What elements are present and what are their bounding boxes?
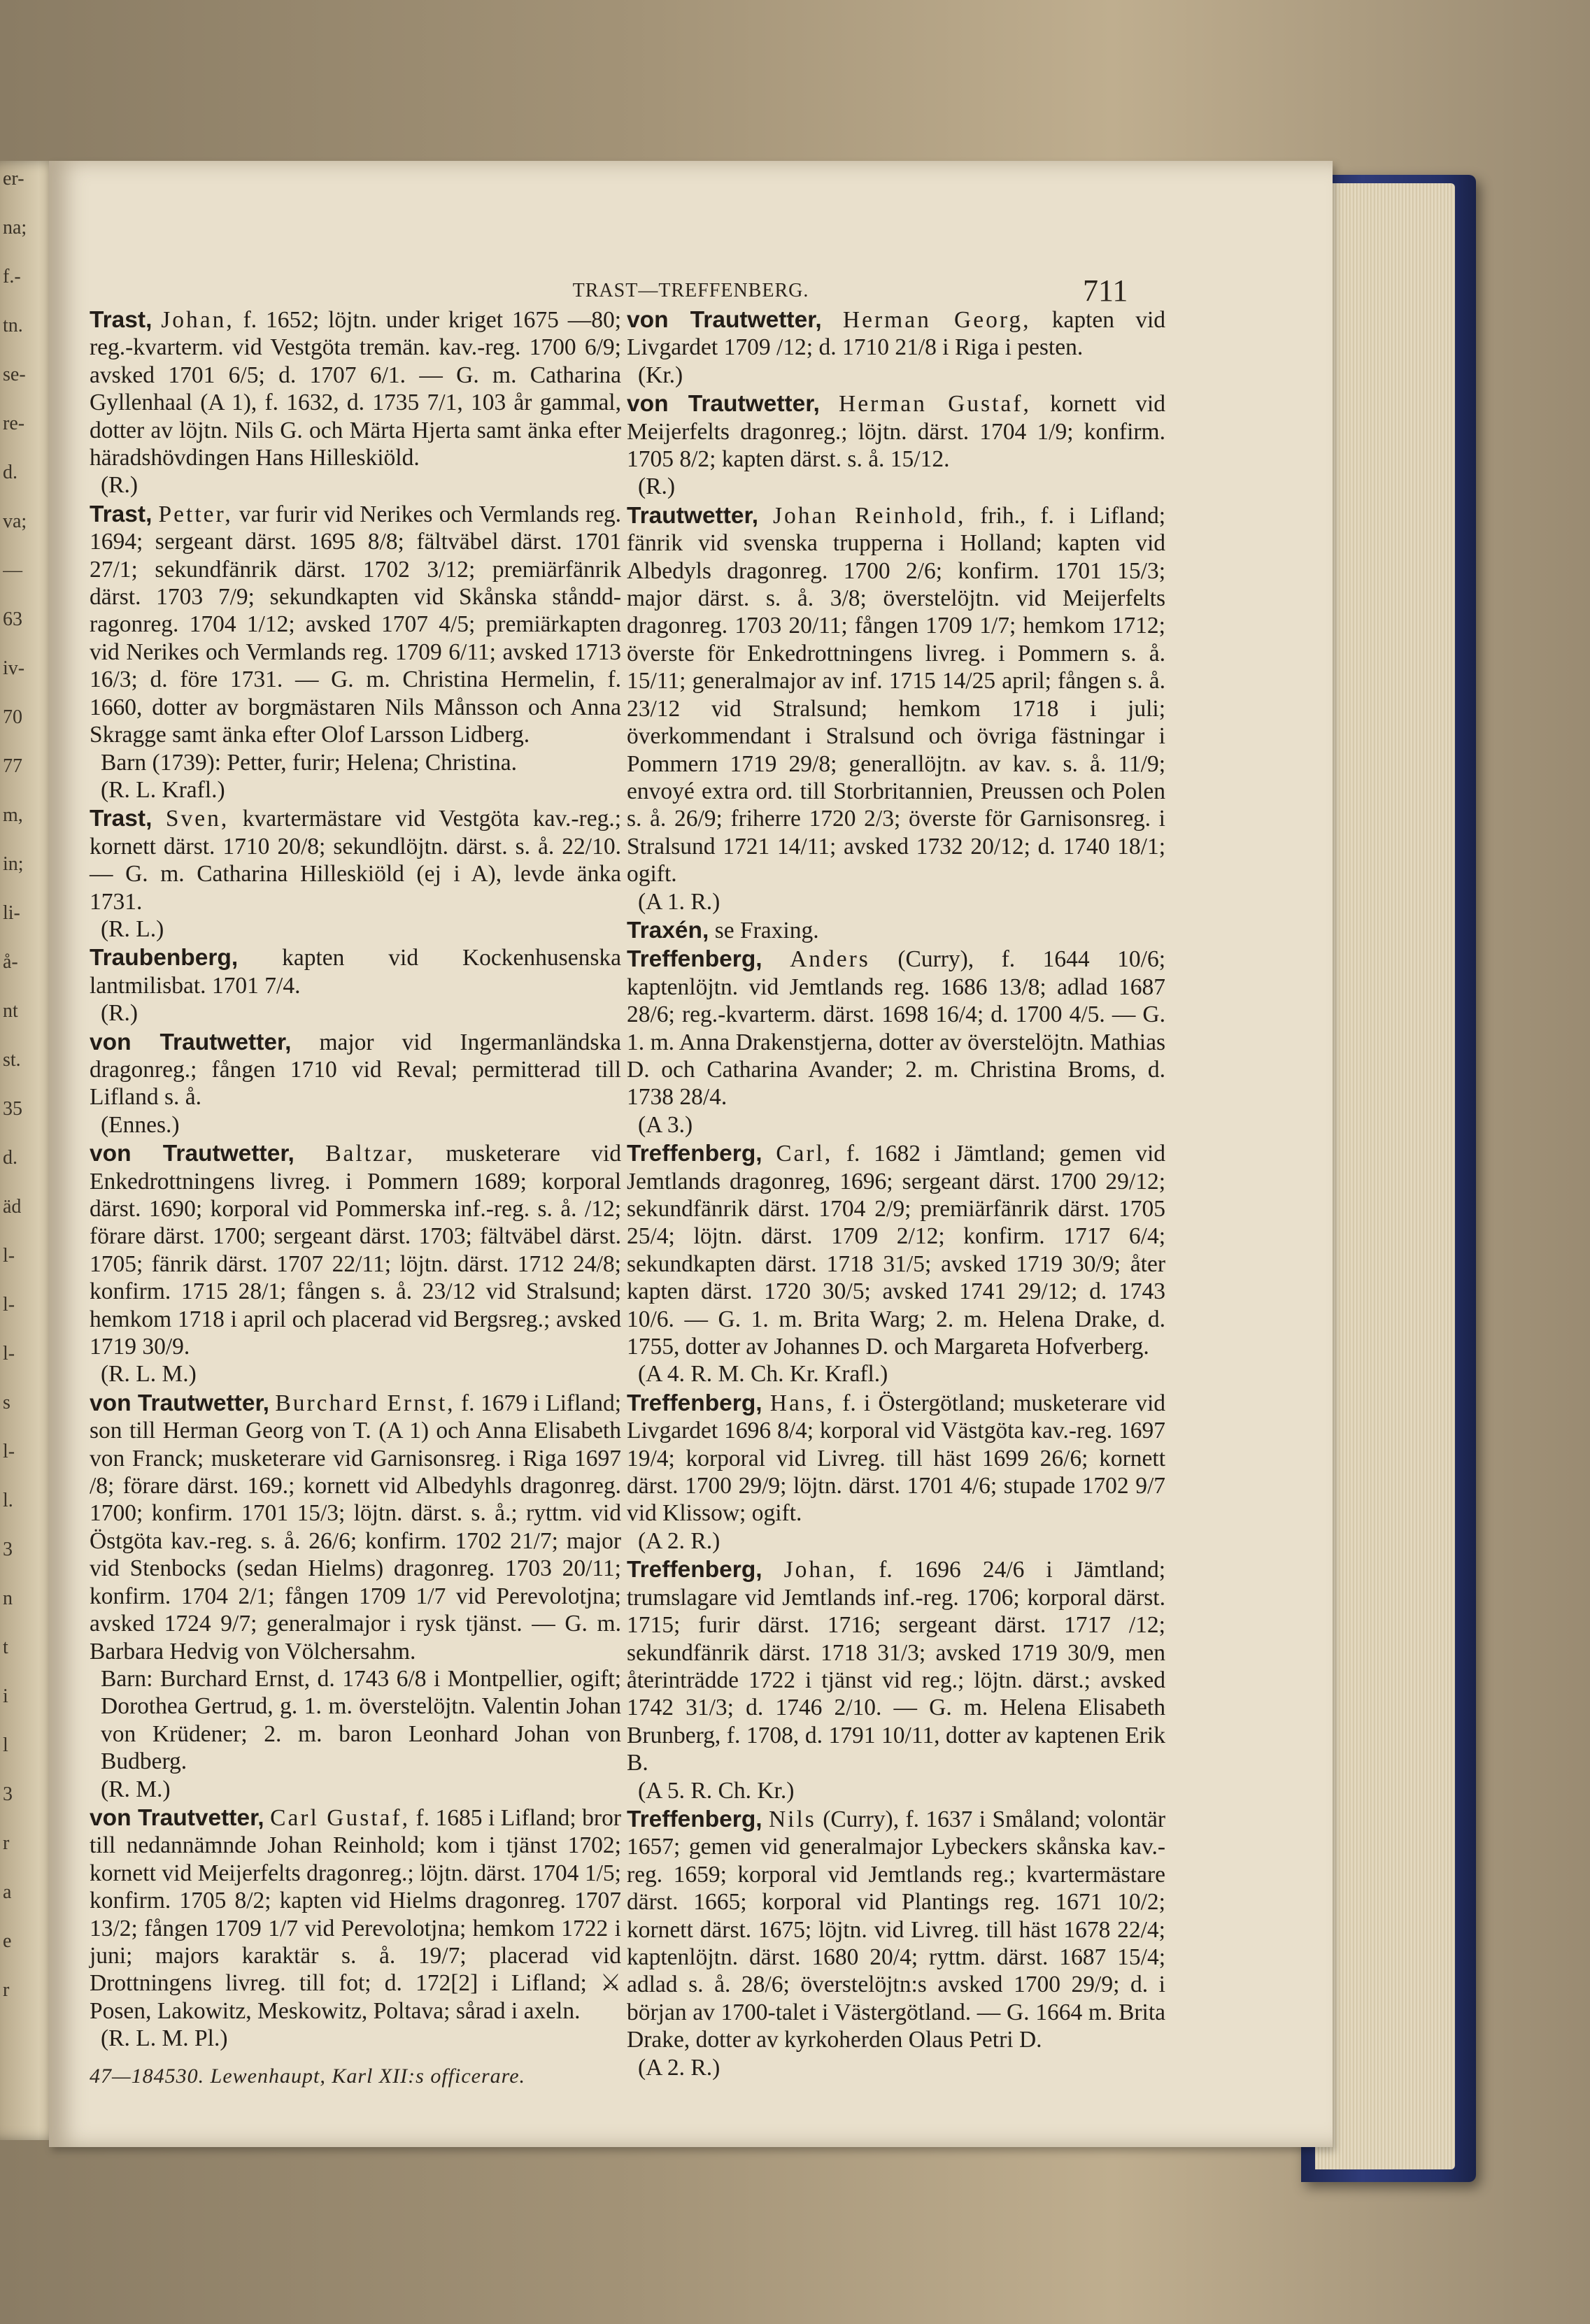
entry-given-name: Hans, [769,1390,835,1416]
entry-surname: Traubenberg, [90,945,239,971]
entry-body: f. 1652; löjtn. under kriget 1675 —80; reg.-kvarterm. vid Vestgöta tremän. kav.-reg. 1700 6/9; avsked 1701 6/5; d. 1707 6/1. — G. m. Catharina Gyllenhaal (A 1), f. 1632, d. 1735 7/1, 103 år gammal, dotter av löjtn. Nils G. och Märta Hjerta samt änka efter häradshövdingen Hans Hilleskiöld. [90,307,622,471]
entry-body: kapten vid Livgardet 1709 /12; d. 1710 21/8 i Riga i pesten. [627,307,1165,361]
running-head: TRAST—TREFFENBERG. [572,280,809,301]
facing-page-fragment: å- [3,951,18,973]
entry-surname: Traxén, [627,917,709,943]
entry-children: Barn: Burchard Ernst, d. 1743 6/8 i Montpellier, ogift; Dorothea Gertrud, g. 1. m. överstelöjtn. Valentin Johan von Krüdener; 2. m. baron Leonhard Johan von Budberg. [101,1665,621,1775]
entry-surname: Trautwetter, [627,502,759,529]
entry-source: (A 1. R.) [638,888,721,915]
right-column [627,306,1165,2083]
entry-surname: von Trautwetter, [90,1029,292,1055]
entry-body: f. 1679 i Lifland; son till Herman Georg von T. (A 1) och Anna Elisabeth von Franck; musketerare vid Garnisonsreg. i Riga 1697 /8; förare därst. 169.; kornett vid Albedyhls dragonreg. 1700; konfirm. 1701 15/3; löjtn. därst. s. å.; ryttm. vid Östgöta kav.-reg. s. å. 26/6; konfirm. 1702 21/7; major vid Stenbocks (sedan Hielms) dragonreg. 1703 20/11; konfirm. 1704 2/1; fången 1709 1/7 vid Perevolotjna; avsked 1724 9/7; generalmajor i rysk tjänst. — G. m. Barbara Hedvig von Völchersahm. [90,1390,622,1664]
entry-surname: von Trautwetter, [627,391,820,418]
page-footer: 47—184530. Lewenhaupt, Karl XII:s officerare. [90,2065,526,2088]
entry-left-7 [90,1804,621,2053]
entry-left-4 [90,1029,621,1139]
entry-right-5 [627,1140,1165,1388]
facing-page-fragment: na; [3,217,27,238]
entry-source: (A 2. R.) [638,2054,721,2081]
entry-given-name: Herman Gustaf, [839,391,1031,418]
entry-body: major vid Ingermanländska dragonreg.; fången 1710 vid Reval; permitterad till Lifland s. å. [90,1029,622,1111]
entry-body: (Curry), f. 1637 i Småland; volontär 1657; gemen vid generalmajor Lybeckers skånska kav.-reg. 1659; korporal vid Jemtlands reg.; kvartermästare därst. 1665; korporal vid Plantings reg. 1671 10/2; kornett därst. 1675; löjtn. vid Livreg. till häst 1678 22/4; kaptenlöjtn. därst. 1680 20/4; ryttm. därst. 1687 15/4; adlad s. å. 28/6; överstelöjtn:s avsked 1700 29/9; d. i början av 1700-talet i Västergötland. — G. 1664 m. Brita Drake, dotter av kyrkoherden Olaus Petri D. [627,1806,1166,2053]
facing-page-fragment: l. [3,1490,13,1511]
entry-given-name: Johan, [161,307,234,333]
facing-page-fragment: — [3,559,22,581]
facing-page-fragment: m, [3,804,23,826]
entry-surname: Treffenberg, [627,1141,762,1167]
entry-source: (R.) [101,1000,139,1027]
entry-surname: von Trautwetter, [627,307,822,333]
facing-page-fragment: nt [3,1000,18,1022]
entry-children: Barn (1739): Petter, furir; Helena; Christina. [101,749,517,776]
entry-right-6 [627,1390,1165,1555]
entry-source: (R.) [101,472,139,499]
facing-page-fragment: a [3,1881,12,1903]
entry-given-name: Baltzar, [325,1141,415,1167]
facing-page-fragment: e [3,1930,12,1952]
entry-source: (R. L. Krafl.) [101,776,225,803]
entry-surname: von Trautwetter, [90,1141,294,1167]
entry-surname: Treffenberg, [627,946,762,973]
entry-right-4 [627,946,1165,1139]
entry-body: f. 1682 i Jämtland; gemen vid Jemtlands dragonreg, 1696; sergeant därst. 1700 29/12; sekundfänrik därst. 1704 2/9; premiärfänrik därst. 1705 25/4; löjtn. därst. 1709 2/12; konfirm. 1717 6/4; sekundkapten därst. 1718 31/5; avsked 1719 30/9; åter kapten därst. 1720 30/5; avsked 1741 29/12; d. 1743 10/6. — G. 1. m. Brita Warg; 2. m. Helena Drake, d. 1755, dotter av Johannes D. och Margareta Hofverberg. [627,1141,1165,1360]
entry-source: (R. L.) [101,915,164,942]
facing-page-fragment: d. [3,462,17,483]
entry-left-6 [90,1390,621,1803]
facing-page-fragment: l [3,1734,8,1756]
entry-given-name: Anders [790,946,870,973]
entry-source: (Kr.) [638,362,683,388]
facing-page-fragment: n [3,1588,13,1609]
entry-surname: Treffenberg, [627,1557,762,1583]
entry-source: (A 2. R.) [638,1527,721,1554]
facing-page-fragment: l- [3,1245,15,1267]
facing-page-fragment: d. [3,1147,17,1169]
facing-page-fragment: 63 [3,608,22,630]
entry-body: var furir vid Nerikes och Vermlands reg. 1694; sergeant därst. 1695 8/8; fältväbel därst. 1701 27/1; sekundfänrik därst. 1702 3/12; premiärfänrik därst. 1703 7/9; sekundkapten vid Skånska stånddragonreg. 1704 1/12; avsked 1707 4/5; premiärkapten vid Nerikes och Vermlands reg. 1709 6/11; avsked 1713 16/3; d. före 1731. — G. m. Christina Hermelin, f. 1660, dotter av borgmästaren Nils Månsson och Anna Skragge samt änka efter Olof Larsson Lidberg. [90,501,622,748]
entry-left-0 [90,306,621,499]
entry-body: kapten vid Kockenhusenska lantmilisbat. 1701 7/4. [90,945,621,999]
entry-source: (R. M.) [101,1776,171,1802]
entry-source: (Ennes.) [101,1111,180,1138]
facing-page-fragment: li- [3,902,20,924]
entry-right-1 [627,390,1165,501]
entry-surname: Treffenberg, [627,1390,762,1416]
entry-surname: Trast, [90,806,152,832]
entry-body: f. 1685 i Lifland; bror till nedannämnde Johan Reinhold; kom i tjänst 1702; kornett vid Meijerfelts dragonreg.; löjtn. därst. 1704 1/5; konfirm. 1705 8/2; kapten vid Hielms dragonreg. 1707 13/2; fången 1709 1/7 vid Perevolotjna; hemkom 1722 i juni; majors karaktär s. å. 19/7; placerad vid Drottningens livreg. till fot; d. 172[2] i Lifland; ⚔ Posen, Lakowitz, Meskowitz, Poltava; sårad i axeln. [90,1804,621,2024]
entry-surname: Treffenberg, [627,1806,762,1832]
entry-given-name: Carl, [776,1141,833,1167]
entry-given-name: Carl Gustaf, [270,1804,410,1831]
entry-body: kornett vid Meijerfelts dragonreg.; löjtn. därst. 1704 1/9; konfirm. 1705 8/2; kapten därst. s. å. 15/12. [627,391,1165,473]
page-number: 711 [1083,273,1128,308]
facing-page-fragment: 70 [3,706,22,728]
facing-page-fragment: in; [3,853,24,875]
facing-page-fragment: iv- [3,657,25,679]
entry-given-name: Petter, [158,501,233,527]
entry-source: (R.) [638,473,676,500]
facing-page-fragment: l- [3,1343,15,1364]
facing-page-fragment: 3 [3,1539,13,1560]
facing-page-fragment: 77 [3,755,22,777]
entry-body: musketerare vid Enkedrottningens livreg. i Pommern 1689; korporal därst. 1690; korporal vid Pommerska inf.-reg. s. å. /12; förare därst. 1700; sergeant därst. 1703; fältväbel därst. 1705; fänrik därst. 1707 22/11; löjtn. därst. 1712 24/8; konfirm. 1715 28/1; fången s. å. 23/12 vid Stralsund; hemkom 1718 i april och placerad vid Bergsreg.; avsked 1719 30/9. [90,1141,622,1360]
entry-body: frih., f. i Lifland; fänrik vid svenska trupperna i Holland; kapten vid Albedyls dragonreg. 1700 2/6; konfirm. 1701 15/3; major därst. s. å. 3/8; överstelöjtn. vid Meijerfelts dragonreg. 1703 20/11; fången 1709 1/7; hemkom 1712; överste för Enkedrottningens livreg. i Pommern s. å. 15/11; generalmajor av inf. 1715 14/25 april; fången s. å. 23/12 vid Stralsund; hemkom 1718 i juli; överkommendant i Stralsund och övriga fästningar i Pommern 1719 29/8; generallöjtn. av kav. s. å. 11/9; envoyé extra ord. till Storbritannien, Preussen och Polen s. å. 26/9; friherre 1720 2/3; överste för Garnisonsreg. i Stralsund 1721 14/11; avsked 1732 20/12; d. 1740 18/1; ogift. [627,502,1166,887]
entry-given-name: Burchard Ernst, [275,1390,455,1416]
page-stack-edge [1315,183,1455,2169]
facing-page-fragment: st. [3,1049,21,1071]
entry-source: (A 5. R. Ch. Kr.) [638,1777,795,1804]
entry-right-0 [627,306,1165,389]
facing-page-fragment: f.- [3,266,21,287]
facing-page-fragment: s [3,1392,10,1413]
entry-body: kvartermästare vid Vestgöta kav.-reg.; kornett därst. 1710 20/8; sekundlöjtn. därst. s. å. 22/10. — G. m. Catharina Hilleskiöld (ej i A), levde änka 1731. [90,806,622,915]
facing-page-fragment: l- [3,1441,15,1462]
entry-surname: von Trautwetter, [90,1390,269,1416]
entry-surname: von Trautvetter, [90,1804,264,1831]
entry-right-8 [627,1806,1165,2081]
facing-page-fragment: 3 [3,1783,13,1805]
facing-page-fragment: r [3,1832,10,1854]
entry-left-2 [90,805,621,943]
entry-source: (A 4. R. M. Ch. Kr. Krafl.) [638,1361,888,1388]
entry-given-name: Johan, [783,1557,858,1583]
entry-left-1 [90,501,621,804]
entry-given-name: Johan Reinhold, [773,502,966,529]
book-page [49,161,1333,2147]
entry-right-7 [627,1556,1165,1804]
facing-page-fragment: l- [3,1294,15,1316]
facing-page-fragment: i [3,1685,8,1707]
entry-surname: Trast, [90,307,152,333]
entry-body: f. i Östergötland; musketerare vid Livgardet 1696 8/4; korporal vid Västgöta kav.-reg. 1697 19/4; korporal vid Livreg. till häst 1699 26/6; kornett därst. 1700 29/9; löjtn. därst. 1701 4/6; stupade 1702 9/7 vid Klissow; ogift. [627,1390,1166,1527]
entry-body: (Curry), f. 1644 10/6; kaptenlöjtn. vid Jemtlands reg. 1686 13/8; adlad 1687 28/6; reg.-kvarterm. därst. 1698 16/4; d. 1700 4/5. — G. 1. m. Anna Drakenstjerna, dotter av överstelöjtn. Mathias D. och Catharina Avander; 2. m. Christina Broms, d. 1738 28/4. [627,946,1166,1111]
entry-surname: Trast, [90,501,152,527]
facing-page-fragment: tn. [3,315,23,336]
entry-given-name: Herman Georg, [842,307,1031,333]
entry-given-name: Nils [768,1806,816,1832]
entry-source: (A 3.) [638,1111,693,1138]
facing-page-fragment: se- [3,364,26,385]
facing-page-fragment: t [3,1637,8,1658]
entry-body: f. 1696 24/6 i Jämtland; trumslagare vid Jemtlands inf.-reg. 1706; korporal därst. 1715; furir därst. 1716; sergeant därst. 1717 /12; sekundfänrik därst. 1718 31/3; avsked 1719 30/9, men återinträdde 1722 i tjänst vid reg.; löjtn. därst.; avsked 1742 31/3; d. 1746 2/10. — G. m. Helena Elisabeth Brunberg, f. 1708, d. 1791 10/11, dotter av kaptenen Erik B. [627,1557,1166,1776]
left-column [90,306,621,2054]
entry-right-3 [627,917,1165,944]
entry-body: se Fraxing. [714,917,819,943]
facing-page-fragment: va; [3,511,27,532]
facing-page-fragment: re- [3,413,25,434]
entry-source: (R. L. M.) [101,1361,197,1388]
entry-right-2 [627,502,1165,915]
facing-page-fragment: r [3,1979,10,2001]
entry-given-name: Sven, [165,806,229,832]
entry-source: (R. L. M. Pl.) [101,2025,228,2052]
facing-page-fragment: äd [3,1196,22,1218]
entry-left-3 [90,944,621,1027]
facing-page-fragment: 35 [3,1098,22,1120]
facing-page-fragment: er- [3,168,24,190]
entry-left-5 [90,1140,621,1388]
